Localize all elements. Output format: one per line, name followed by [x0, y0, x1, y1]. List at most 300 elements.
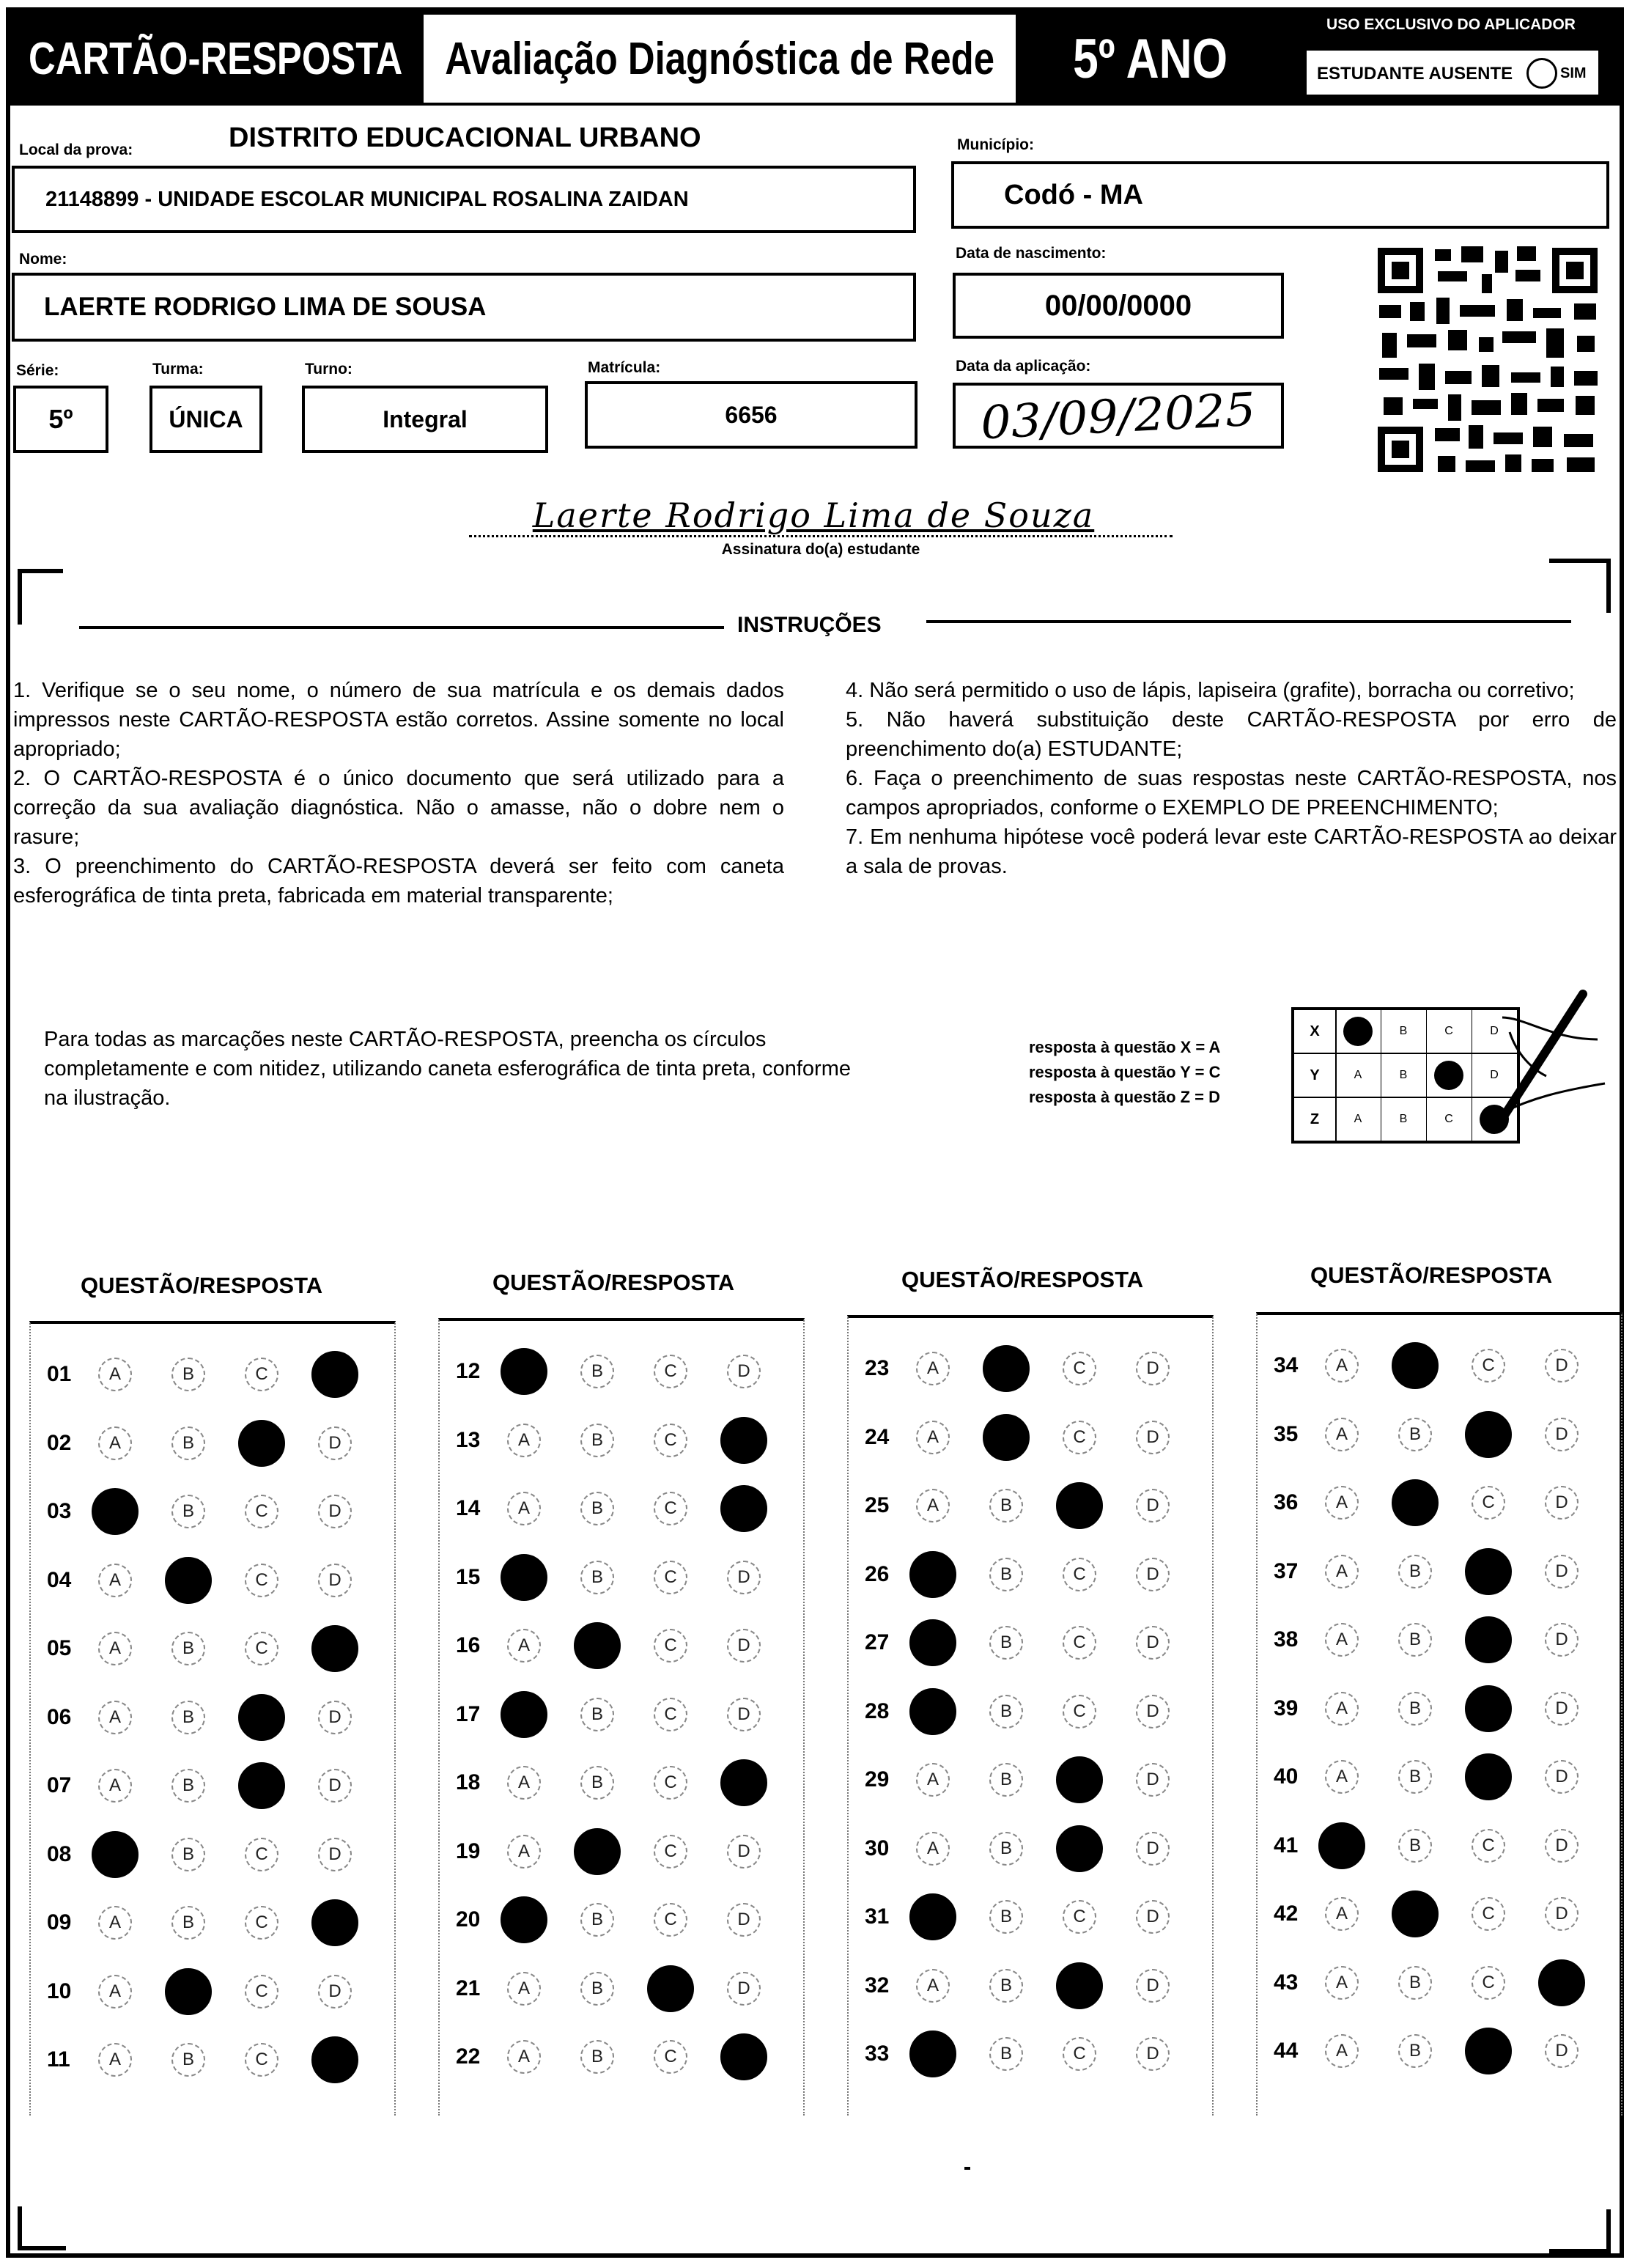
answer-bubble-c[interactable]: C — [245, 1975, 278, 2009]
birth-field: 00/00/0000 — [953, 273, 1284, 339]
answer-bubble-b[interactable]: B — [171, 1769, 205, 1803]
answer-bubble-d[interactable]: D — [1136, 1763, 1170, 1797]
answer-bubble-c[interactable]: C — [1063, 1421, 1096, 1454]
answer-bubble-d[interactable]: D — [1136, 1900, 1170, 1934]
answer-bubble-c[interactable]: C — [1063, 1352, 1096, 1385]
answer-bubble-filled[interactable] — [1465, 1411, 1512, 1458]
answer-bubble-filled[interactable] — [311, 1625, 358, 1672]
answer-bubble-b[interactable]: B — [580, 2040, 614, 2074]
answer-bubble-c[interactable]: C — [245, 1358, 278, 1391]
exam-title: Avaliação Diagnóstica de Rede — [445, 33, 994, 84]
answer-bubble-filled[interactable] — [909, 2030, 956, 2077]
answer-bubble-filled[interactable] — [909, 1619, 956, 1666]
school-field: 21148899 - UNIDADE ESCOLAR MUNICIPAL ROSALINA ZAIDAN — [12, 166, 916, 233]
example-option-c: C — [1426, 1098, 1472, 1141]
exam-title-box — [421, 12, 1019, 106]
answer-column-title: QUESTÃO/RESPOSTA — [1310, 1262, 1553, 1288]
question-number: 35 — [1274, 1421, 1299, 1446]
answer-bubble-filled[interactable] — [501, 1691, 547, 1738]
example-option-d: D — [1490, 1069, 1499, 1081]
instruction-item: 2. O CARTÃO-RESPOSTA é o único documento que será utilizado para a correção da sua avaliação diagnóstica. Não o amasse, não o dobre nem o rasure; — [13, 767, 784, 849]
answer-bubble-filled[interactable] — [574, 1828, 621, 1875]
answer-bubble-d[interactable]: D — [318, 1564, 352, 1597]
answer-bubble-d[interactable]: D — [1136, 1352, 1170, 1385]
answer-bubble-filled[interactable] — [720, 2033, 767, 2080]
answer-bubble-b[interactable]: B — [989, 2037, 1023, 2071]
answer-bubble-filled[interactable] — [983, 1414, 1030, 1461]
answer-bubble-b[interactable]: B — [989, 1832, 1023, 1866]
answer-bubble-filled[interactable] — [1465, 2028, 1512, 2074]
answer-bubble-filled[interactable] — [501, 1348, 547, 1395]
instruction-item: 1. Verifique se o seu nome, o número de sua matrícula e os demais dados impressos neste CARTÃO-RESPOSTA estão corretos. Assine somente no local apropriado; — [13, 679, 784, 761]
answer-row — [440, 1487, 803, 1531]
answer-bubble-a[interactable]: A — [507, 1492, 541, 1525]
answer-bubble-a[interactable]: A — [1325, 2034, 1359, 2068]
answer-bubble-c[interactable]: C — [1472, 1897, 1505, 1931]
question-number: 26 — [865, 1561, 890, 1586]
answer-column — [438, 1318, 805, 2116]
name-label: Nome: — [19, 251, 67, 268]
answer-bubble-c[interactable]: C — [654, 1561, 687, 1594]
answer-row — [849, 1759, 1212, 1803]
answer-bubble-b[interactable]: B — [989, 1763, 1023, 1797]
answer-row — [849, 1553, 1212, 1597]
answer-bubble-filled[interactable] — [909, 1551, 956, 1598]
answer-bubble-c[interactable]: C — [245, 1838, 278, 1871]
answer-bubble-b[interactable]: B — [1398, 1418, 1432, 1451]
question-number: 23 — [865, 1356, 890, 1380]
answer-bubble-c[interactable]: C — [245, 1632, 278, 1665]
answer-bubble-d[interactable]: D — [1545, 1555, 1579, 1588]
answer-bubble-filled[interactable] — [909, 1688, 956, 1735]
answer-row — [440, 1899, 803, 1943]
absent-bubble[interactable] — [1526, 58, 1557, 89]
answer-bubble-a[interactable]: A — [1325, 1486, 1359, 1520]
example-legend: resposta à questão X = A resposta à questão Y = C resposta à questão Z = D — [1029, 1038, 1221, 1106]
district: DISTRITO EDUCACIONAL URBANO — [229, 122, 701, 153]
answer-bubble-d[interactable]: D — [1136, 1558, 1170, 1591]
answer-bubble-a[interactable]: A — [507, 1629, 541, 1663]
answer-bubble-filled[interactable] — [720, 1417, 767, 1464]
question-number: 39 — [1274, 1696, 1299, 1720]
question-number: 37 — [1274, 1558, 1299, 1583]
answer-bubble-b[interactable]: B — [580, 1766, 614, 1800]
question-number: 33 — [865, 2041, 890, 2066]
example-option-b: B — [1381, 1054, 1427, 1097]
answer-bubble-b[interactable]: B — [171, 1495, 205, 1528]
shift-label: Turno: — [305, 361, 352, 378]
answer-bubble-b[interactable]: B — [580, 1561, 614, 1594]
corner-mark-bottom-right — [1549, 2209, 1611, 2253]
answer-bubble-d[interactable]: D — [1545, 1829, 1579, 1863]
answer-bubble-filled[interactable] — [311, 1899, 358, 1946]
answer-bubble-filled[interactable] — [720, 1485, 767, 1532]
question-number: 29 — [865, 1767, 890, 1792]
answer-bubble-d[interactable]: D — [1545, 1760, 1579, 1794]
example-option-a: A — [1335, 1054, 1381, 1097]
absent-option: SIM — [1560, 65, 1587, 81]
answer-bubble-filled[interactable] — [574, 1622, 621, 1669]
answer-row — [849, 1965, 1212, 2009]
answer-row — [440, 1350, 803, 1394]
application-date-label: Data da aplicação: — [956, 358, 1091, 375]
example-option-a — [1335, 1010, 1381, 1053]
answer-row — [31, 1559, 394, 1603]
answer-bubble-a[interactable]: A — [1325, 1760, 1359, 1794]
answer-bubble-a[interactable]: A — [1325, 1555, 1359, 1588]
question-number: 18 — [456, 1770, 481, 1794]
answer-bubble-a[interactable]: A — [98, 1906, 132, 1940]
answer-row — [440, 2036, 803, 2080]
answer-bubble-b[interactable]: B — [171, 1838, 205, 1871]
answer-bubble-d[interactable]: D — [727, 1698, 761, 1731]
birth-label: Data de nascimento: — [956, 245, 1107, 262]
answer-row — [1258, 1413, 1621, 1457]
answer-bubble-d[interactable]: D — [727, 1903, 761, 1937]
example-filled-bubble — [1434, 1061, 1463, 1090]
answer-row — [31, 1422, 394, 1466]
answer-row — [31, 1353, 394, 1397]
answer-bubble-c[interactable]: C — [1063, 1695, 1096, 1728]
answer-bubble-b[interactable]: B — [171, 1358, 205, 1391]
answer-bubble-a[interactable]: A — [98, 1632, 132, 1665]
answer-row — [1258, 1687, 1621, 1731]
application-date-field: 03/09/2025 — [953, 383, 1284, 449]
enrollment-label: Matrícula: — [588, 359, 661, 376]
answer-bubble-a[interactable]: A — [1325, 1897, 1359, 1931]
question-number: 08 — [47, 1841, 72, 1866]
answer-bubble-filled[interactable] — [1056, 1482, 1103, 1529]
answer-bubble-filled[interactable] — [311, 2036, 358, 2083]
answer-row — [1258, 2030, 1621, 2074]
answer-column — [29, 1321, 396, 2116]
answer-bubble-d[interactable]: D — [1545, 1897, 1579, 1931]
answer-bubble-filled[interactable] — [1056, 1962, 1103, 2009]
question-number: 27 — [865, 1630, 890, 1654]
answer-bubble-filled[interactable] — [1056, 1825, 1103, 1872]
answer-bubble-d[interactable]: D — [1545, 1623, 1579, 1657]
answer-bubble-filled[interactable] — [92, 1831, 139, 1878]
answer-bubble-c[interactable]: C — [1063, 1626, 1096, 1660]
question-number: 30 — [865, 1836, 890, 1860]
example-question-label: Z — [1294, 1098, 1337, 1141]
answer-bubble-c[interactable]: C — [654, 1903, 687, 1937]
signature-label: Assinatura do(a) estudante — [721, 541, 920, 558]
answer-bubble-d[interactable]: D — [1545, 1349, 1579, 1382]
answer-row — [31, 1970, 394, 2014]
class-label: Turma: — [152, 361, 204, 378]
answer-bubble-c[interactable]: C — [1063, 1900, 1096, 1934]
answer-bubble-b[interactable]: B — [1398, 1760, 1432, 1794]
answer-bubble-c[interactable]: C — [1063, 1558, 1096, 1591]
answer-bubble-a[interactable]: A — [98, 2043, 132, 2077]
answer-bubble-a[interactable]: A — [916, 1969, 950, 2003]
answer-row — [1258, 1619, 1621, 1663]
answer-bubble-d[interactable]: D — [727, 1835, 761, 1868]
answer-bubble-c[interactable]: C — [1472, 1829, 1505, 1863]
grade-label: Série: — [16, 362, 59, 379]
answer-bubble-a[interactable]: A — [98, 1701, 132, 1734]
answer-bubble-b[interactable]: B — [580, 1424, 614, 1457]
question-number: 05 — [47, 1636, 72, 1660]
signature-line — [469, 535, 1173, 537]
answer-bubble-c[interactable]: C — [245, 1495, 278, 1528]
question-number: 36 — [1274, 1490, 1299, 1514]
answer-bubble-b[interactable]: B — [1398, 1692, 1432, 1726]
answer-bubble-filled[interactable] — [647, 1965, 694, 2012]
answer-bubble-b[interactable]: B — [989, 1558, 1023, 1591]
answer-row — [1258, 1481, 1621, 1525]
answer-bubble-filled[interactable] — [1465, 1616, 1512, 1663]
answer-bubble-b[interactable]: B — [171, 1906, 205, 1940]
answer-bubble-d[interactable]: D — [1136, 1695, 1170, 1728]
answer-row — [1258, 1344, 1621, 1388]
answer-row — [31, 2039, 394, 2083]
answer-bubble-d[interactable]: D — [318, 1769, 352, 1803]
answer-bubble-d[interactable]: D — [1545, 1418, 1579, 1451]
answer-bubble-b[interactable]: B — [989, 1900, 1023, 1934]
answer-bubble-c[interactable]: C — [654, 2040, 687, 2074]
answer-column-title: QUESTÃO/RESPOSTA — [81, 1273, 323, 1298]
answer-bubble-c[interactable]: C — [654, 1766, 687, 1800]
answer-bubble-d[interactable]: D — [1136, 1832, 1170, 1866]
answer-bubble-c[interactable]: C — [245, 2043, 278, 2077]
question-number: 13 — [456, 1427, 481, 1452]
fill-note: Para todas as marcações neste CARTÃO-RESPOSTA, preencha os círculos completamente e com nitidez, utilizando caneta esferográfica de tinta preta, conforme na ilustração. — [44, 1028, 851, 1110]
answer-bubble-c[interactable]: C — [245, 1564, 278, 1597]
answer-bubble-b[interactable]: B — [989, 1489, 1023, 1523]
question-number: 20 — [456, 1907, 481, 1932]
answer-bubble-a[interactable]: A — [507, 1766, 541, 1800]
example-option-a: A — [1335, 1098, 1381, 1141]
instruction-item: 4. Não será permitido o uso de lápis, lapiseira (grafite), borracha ou corretivo; — [846, 679, 1575, 702]
answer-bubble-a[interactable]: A — [916, 1763, 950, 1797]
answer-bubble-a[interactable]: A — [1325, 1966, 1359, 2000]
example-question-label: Y — [1294, 1054, 1337, 1097]
answer-row — [31, 1627, 394, 1671]
answer-row — [1258, 1550, 1621, 1594]
answer-bubble-c[interactable]: C — [1472, 1486, 1505, 1520]
answer-bubble-d[interactable]: D — [318, 1838, 352, 1871]
instructions-left-column — [13, 676, 784, 910]
answer-row — [849, 1416, 1212, 1460]
answer-column-title: QUESTÃO/RESPOSTA — [901, 1267, 1144, 1292]
answer-bubble-a[interactable]: A — [507, 1972, 541, 2006]
question-number: 09 — [47, 1910, 72, 1934]
answer-bubble-d[interactable]: D — [727, 1561, 761, 1594]
answer-bubble-filled[interactable] — [311, 1351, 358, 1398]
grade-badge: 5º ANO — [1019, 12, 1282, 106]
answer-row — [849, 1484, 1212, 1528]
answer-bubble-filled[interactable] — [165, 1968, 212, 2015]
answer-bubble-a[interactable]: A — [507, 1424, 541, 1457]
instruction-item: 3. O preenchimento do CARTÃO-RESPOSTA deverá ser feito com caneta esferográfica de tinta preta, fabricada em material transparente; — [13, 855, 784, 907]
example-option-b: B — [1381, 1098, 1427, 1141]
answer-bubble-filled[interactable] — [1056, 1756, 1103, 1803]
question-number: 44 — [1274, 2039, 1299, 2063]
answer-bubble-c[interactable]: C — [245, 1906, 278, 1940]
answer-bubble-c[interactable]: C — [654, 1424, 687, 1457]
instructions-rule-right — [926, 620, 1571, 623]
applicator-panel — [1282, 12, 1620, 106]
pen-illustration — [1473, 988, 1620, 1135]
question-number: 03 — [47, 1499, 72, 1523]
question-number: 42 — [1274, 1901, 1299, 1926]
instruction-item: 6. Faça o preenchimento de suas respostas neste CARTÃO-RESPOSTA, nos campos apropriados, conforme o EXEMPLO DE PREENCHIMENTO; — [846, 767, 1617, 820]
answer-bubble-filled[interactable] — [238, 1694, 285, 1741]
answer-bubble-filled[interactable] — [983, 1345, 1030, 1392]
answer-bubble-a[interactable]: A — [1325, 1349, 1359, 1382]
answer-bubble-b[interactable]: B — [171, 2043, 205, 2077]
answer-bubble-a[interactable]: A — [507, 1835, 541, 1868]
example-option-c: C — [1426, 1010, 1472, 1053]
answer-bubble-filled[interactable] — [165, 1557, 212, 1604]
page-dot — [964, 2167, 970, 2170]
answer-bubble-filled[interactable] — [238, 1762, 285, 1809]
exam-location-label: Local da prova: — [19, 141, 133, 158]
question-number: 24 — [865, 1424, 890, 1449]
answer-bubble-b[interactable]: B — [989, 1626, 1023, 1660]
answer-bubble-b[interactable]: B — [989, 1695, 1023, 1728]
example-question-label: X — [1294, 1010, 1337, 1053]
answer-bubble-d[interactable]: D — [1136, 1969, 1170, 2003]
question-number: 31 — [865, 1904, 890, 1929]
answer-bubble-d[interactable]: D — [318, 1495, 352, 1528]
answer-bubble-c[interactable]: C — [654, 1492, 687, 1525]
answer-bubble-d[interactable]: D — [727, 1972, 761, 2006]
answer-bubble-c[interactable]: C — [654, 1698, 687, 1731]
corner-mark-top-right — [1549, 559, 1611, 613]
example-option-d: D — [1490, 1025, 1499, 1037]
answer-bubble-d[interactable]: D — [1136, 1489, 1170, 1523]
answer-bubble-a[interactable]: A — [916, 1832, 950, 1866]
question-number: 01 — [47, 1362, 72, 1386]
answer-bubble-c[interactable]: C — [654, 1355, 687, 1388]
answer-bubble-a[interactable]: A — [98, 1426, 132, 1460]
question-number: 43 — [1274, 1970, 1299, 1995]
answer-bubble-filled[interactable] — [1465, 1753, 1512, 1800]
answer-bubble-d[interactable]: D — [1136, 1421, 1170, 1454]
answer-bubble-filled[interactable] — [92, 1488, 139, 1535]
answer-bubble-filled[interactable] — [1392, 1479, 1439, 1526]
answer-bubble-b[interactable]: B — [1398, 1829, 1432, 1863]
answer-column-title: QUESTÃO/RESPOSTA — [492, 1270, 735, 1295]
question-number: 38 — [1274, 1627, 1299, 1652]
answer-bubble-b[interactable]: B — [171, 1632, 205, 1665]
answer-bubble-d[interactable]: D — [1136, 1626, 1170, 1660]
answer-row — [849, 1690, 1212, 1734]
answer-bubble-b[interactable]: B — [580, 1903, 614, 1937]
answer-bubble-a[interactable]: A — [1325, 1623, 1359, 1657]
answer-bubble-c[interactable]: C — [1472, 1966, 1505, 2000]
question-number: 28 — [865, 1698, 890, 1723]
answer-row — [440, 1830, 803, 1874]
answer-bubble-a[interactable]: A — [98, 1769, 132, 1803]
answer-bubble-b[interactable]: B — [580, 1492, 614, 1525]
answer-bubble-b[interactable]: B — [989, 1969, 1023, 2003]
answer-bubble-b[interactable]: B — [1398, 1555, 1432, 1588]
answer-bubble-filled[interactable] — [909, 1893, 956, 1940]
answer-bubble-d[interactable]: D — [318, 1426, 352, 1460]
answer-row — [1258, 1825, 1621, 1868]
answer-bubble-filled[interactable] — [501, 1896, 547, 1943]
answer-bubble-d[interactable]: D — [727, 1355, 761, 1388]
student-signature: Laerte Rodrigo Lima de Souza — [532, 496, 1095, 535]
answer-bubble-b[interactable]: B — [580, 1972, 614, 2006]
question-number: 10 — [47, 1978, 72, 2003]
answer-bubble-a[interactable]: A — [98, 1358, 132, 1391]
answer-bubble-b[interactable]: B — [171, 1426, 205, 1460]
answer-bubble-filled[interactable] — [1538, 1959, 1585, 2006]
answer-bubble-d[interactable]: D — [1136, 2037, 1170, 2071]
answer-bubble-b[interactable]: B — [171, 1701, 205, 1734]
answer-bubble-filled[interactable] — [501, 1554, 547, 1601]
question-number: 34 — [1274, 1353, 1299, 1377]
answer-bubble-d[interactable]: D — [727, 1629, 761, 1663]
answer-row — [440, 1624, 803, 1668]
answer-row — [31, 1764, 394, 1808]
question-number: 12 — [456, 1359, 481, 1383]
answer-bubble-a[interactable]: A — [98, 1975, 132, 2009]
answer-bubble-filled[interactable] — [1465, 1685, 1512, 1732]
answer-row — [31, 1833, 394, 1877]
answer-bubble-c[interactable]: C — [654, 1835, 687, 1868]
answer-bubble-c[interactable]: C — [1063, 2037, 1096, 2071]
instructions-right-column — [846, 676, 1617, 881]
answer-row — [849, 1896, 1212, 1940]
absent-label: ESTUDANTE AUSENTE — [1317, 64, 1513, 84]
shift-field: Integral — [302, 386, 548, 453]
answer-bubble-c[interactable]: C — [1472, 1349, 1505, 1382]
answer-bubble-b[interactable]: B — [580, 1698, 614, 1731]
answer-bubble-b[interactable]: B — [580, 1355, 614, 1388]
applicator-only-label: USO EXCLUSIVO DO APLICADOR — [1326, 16, 1576, 33]
answer-bubble-a[interactable]: A — [916, 1352, 950, 1385]
answer-column — [847, 1315, 1214, 2116]
answer-bubble-filled[interactable] — [1392, 1890, 1439, 1937]
question-number: 16 — [456, 1633, 481, 1657]
answer-bubble-d[interactable]: D — [1545, 2034, 1579, 2068]
answer-bubble-c[interactable]: C — [654, 1629, 687, 1663]
answer-row — [849, 2033, 1212, 2077]
answer-bubble-b[interactable]: B — [1398, 1623, 1432, 1657]
answer-bubble-filled[interactable] — [238, 1420, 285, 1467]
answer-bubble-a[interactable]: A — [1325, 1692, 1359, 1726]
answer-bubble-a[interactable]: A — [507, 2040, 541, 2074]
answer-bubble-d[interactable]: D — [1545, 1692, 1579, 1726]
answer-row — [1258, 1756, 1621, 1800]
answer-bubble-d[interactable]: D — [318, 1701, 352, 1734]
answer-bubble-a[interactable]: A — [916, 1421, 950, 1454]
answer-bubble-filled[interactable] — [1318, 1822, 1365, 1869]
answer-bubble-filled[interactable] — [1465, 1548, 1512, 1595]
example-filled-bubble — [1343, 1017, 1373, 1046]
answer-bubble-filled[interactable] — [720, 1759, 767, 1806]
question-number: 21 — [456, 1976, 481, 2000]
answer-bubble-filled[interactable] — [1392, 1342, 1439, 1389]
answer-bubble-d[interactable]: D — [1545, 1486, 1579, 1520]
answer-bubble-a[interactable]: A — [916, 1489, 950, 1523]
name-field: LAERTE RODRIGO LIMA DE SOUSA — [12, 273, 916, 342]
answer-bubble-b[interactable]: B — [1398, 1966, 1432, 2000]
instruction-item: 5. Não haverá substituição deste CARTÃO-RESPOSTA por erro de preenchimento do(a) ESTUDANTE; — [846, 708, 1617, 761]
question-number: 25 — [865, 1493, 890, 1517]
answer-bubble-a[interactable]: A — [1325, 1418, 1359, 1451]
answer-bubble-a[interactable]: A — [98, 1564, 132, 1597]
answer-bubble-b[interactable]: B — [1398, 2034, 1432, 2068]
answer-bubble-d[interactable]: D — [318, 1975, 352, 2009]
question-number: 40 — [1274, 1764, 1299, 1789]
